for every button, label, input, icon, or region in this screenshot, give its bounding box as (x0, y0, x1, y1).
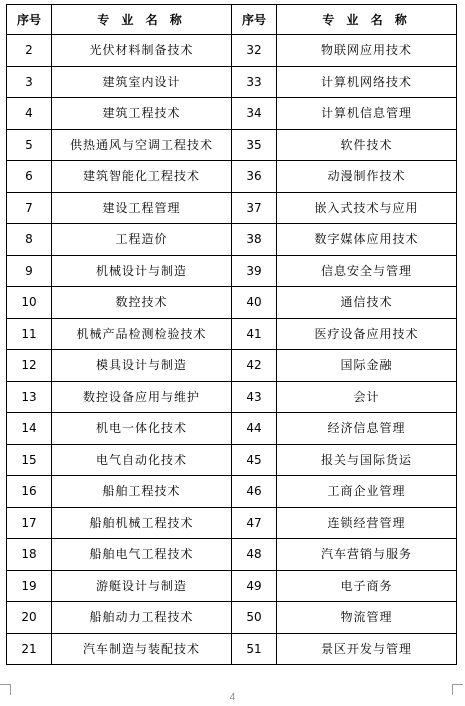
row-number-right: 40 (232, 287, 277, 319)
major-name-right: 连锁经营管理 (277, 507, 457, 539)
row-number-left: 10 (7, 287, 52, 319)
major-name-right: 通信技术 (277, 287, 457, 319)
major-name-right: 计算机信息管理 (277, 98, 457, 130)
table-row (7, 192, 457, 224)
major-name-left: 机电一体化技术 (52, 413, 232, 445)
major-name-right: 嵌入式技术与应用 (277, 192, 457, 224)
row-number-left: 12 (7, 350, 52, 382)
row-number-left: 9 (7, 255, 52, 287)
major-name-right: 医疗设备应用技术 (277, 318, 457, 350)
major-name-left: 船舶机械工程技术 (52, 507, 232, 539)
major-name-left: 汽车制造与装配技术 (52, 633, 232, 665)
row-number-right: 50 (232, 602, 277, 634)
major-name-left: 数控设备应用与维护 (52, 381, 232, 413)
table-row (7, 161, 457, 193)
row-number-left: 11 (7, 318, 52, 350)
major-name-left: 船舶电气工程技术 (52, 539, 232, 571)
row-number-right: 33 (232, 66, 277, 98)
row-number-right: 43 (232, 381, 277, 413)
major-name-left: 建筑工程技术 (52, 98, 232, 130)
major-name-right: 报关与国际货运 (277, 444, 457, 476)
row-number-left: 17 (7, 507, 52, 539)
major-name-left: 工程造价 (52, 224, 232, 256)
major-name-right: 计算机网络技术 (277, 66, 457, 98)
table-row (7, 570, 457, 602)
major-name-right: 汽车营销与服务 (277, 539, 457, 571)
row-number-right: 51 (232, 633, 277, 665)
major-name-right: 数字媒体应用技术 (277, 224, 457, 256)
row-number-left: 2 (7, 35, 52, 67)
table-row (7, 318, 457, 350)
row-number-left: 6 (7, 161, 52, 193)
major-name-left: 建筑室内设计 (52, 66, 232, 98)
header-major-left: 专 业 名 称 (52, 5, 232, 35)
table-row (7, 413, 457, 445)
row-number-right: 39 (232, 255, 277, 287)
row-number-left: 13 (7, 381, 52, 413)
major-name-right: 电子商务 (277, 570, 457, 602)
row-number-right: 37 (232, 192, 277, 224)
major-name-left: 建筑智能化工程技术 (52, 161, 232, 193)
row-number-right: 35 (232, 129, 277, 161)
table-row (7, 444, 457, 476)
major-name-left: 游艇设计与制造 (52, 570, 232, 602)
table-row (7, 381, 457, 413)
row-number-left: 16 (7, 476, 52, 508)
major-name-right: 工商企业管理 (277, 476, 457, 508)
row-number-left: 7 (7, 192, 52, 224)
major-name-right: 景区开发与管理 (277, 633, 457, 665)
header-no-right: 序号 (232, 5, 277, 35)
table-row (7, 35, 457, 67)
row-number-right: 41 (232, 318, 277, 350)
major-name-right: 信息安全与管理 (277, 255, 457, 287)
table-row (7, 633, 457, 665)
row-number-left: 3 (7, 66, 52, 98)
major-name-left: 机械设计与制造 (52, 255, 232, 287)
header-major-right: 专 业 名 称 (277, 5, 457, 35)
row-number-right: 45 (232, 444, 277, 476)
row-number-left: 5 (7, 129, 52, 161)
table-row (7, 129, 457, 161)
row-number-left: 18 (7, 539, 52, 571)
majors-table (6, 4, 457, 665)
row-number-left: 4 (7, 98, 52, 130)
major-name-left: 供热通风与空调工程技术 (52, 129, 232, 161)
table-row (7, 602, 457, 634)
row-number-left: 19 (7, 570, 52, 602)
table-row (7, 66, 457, 98)
major-name-right: 物联网应用技术 (277, 35, 457, 67)
row-number-right: 42 (232, 350, 277, 382)
row-number-right: 36 (232, 161, 277, 193)
major-name-right: 国际金融 (277, 350, 457, 382)
table-row (7, 224, 457, 256)
major-name-right: 物流管理 (277, 602, 457, 634)
major-name-right: 动漫制作技术 (277, 161, 457, 193)
table-row (7, 539, 457, 571)
table-row (7, 476, 457, 508)
table-body (7, 35, 457, 665)
row-number-right: 38 (232, 224, 277, 256)
major-name-left: 机械产品检测检验技术 (52, 318, 232, 350)
major-name-left: 建设工程管理 (52, 192, 232, 224)
row-number-left: 15 (7, 444, 52, 476)
major-name-right: 会计 (277, 381, 457, 413)
row-number-right: 48 (232, 539, 277, 571)
row-number-right: 46 (232, 476, 277, 508)
major-name-right: 软件技术 (277, 129, 457, 161)
header-no-left: 序号 (7, 5, 52, 35)
major-name-left: 数控技术 (52, 287, 232, 319)
row-number-right: 32 (232, 35, 277, 67)
major-name-left: 船舶工程技术 (52, 476, 232, 508)
row-number-right: 34 (232, 98, 277, 130)
row-number-left: 14 (7, 413, 52, 445)
table-row (7, 350, 457, 382)
major-name-right: 经济信息管理 (277, 413, 457, 445)
page-number: 4 (229, 692, 236, 703)
table-row (7, 98, 457, 130)
row-number-left: 21 (7, 633, 52, 665)
major-name-left: 光伏材料制备技术 (52, 35, 232, 67)
table-row (7, 507, 457, 539)
row-number-left: 8 (7, 224, 52, 256)
row-number-left: 20 (7, 602, 52, 634)
major-name-left: 电气自动化技术 (52, 444, 232, 476)
row-number-right: 49 (232, 570, 277, 602)
major-name-left: 船舶动力工程技术 (52, 602, 232, 634)
table-row (7, 287, 457, 319)
row-number-right: 44 (232, 413, 277, 445)
major-name-left: 模具设计与制造 (52, 350, 232, 382)
row-number-right: 47 (232, 507, 277, 539)
table-header-row (7, 5, 457, 35)
table-row (7, 255, 457, 287)
